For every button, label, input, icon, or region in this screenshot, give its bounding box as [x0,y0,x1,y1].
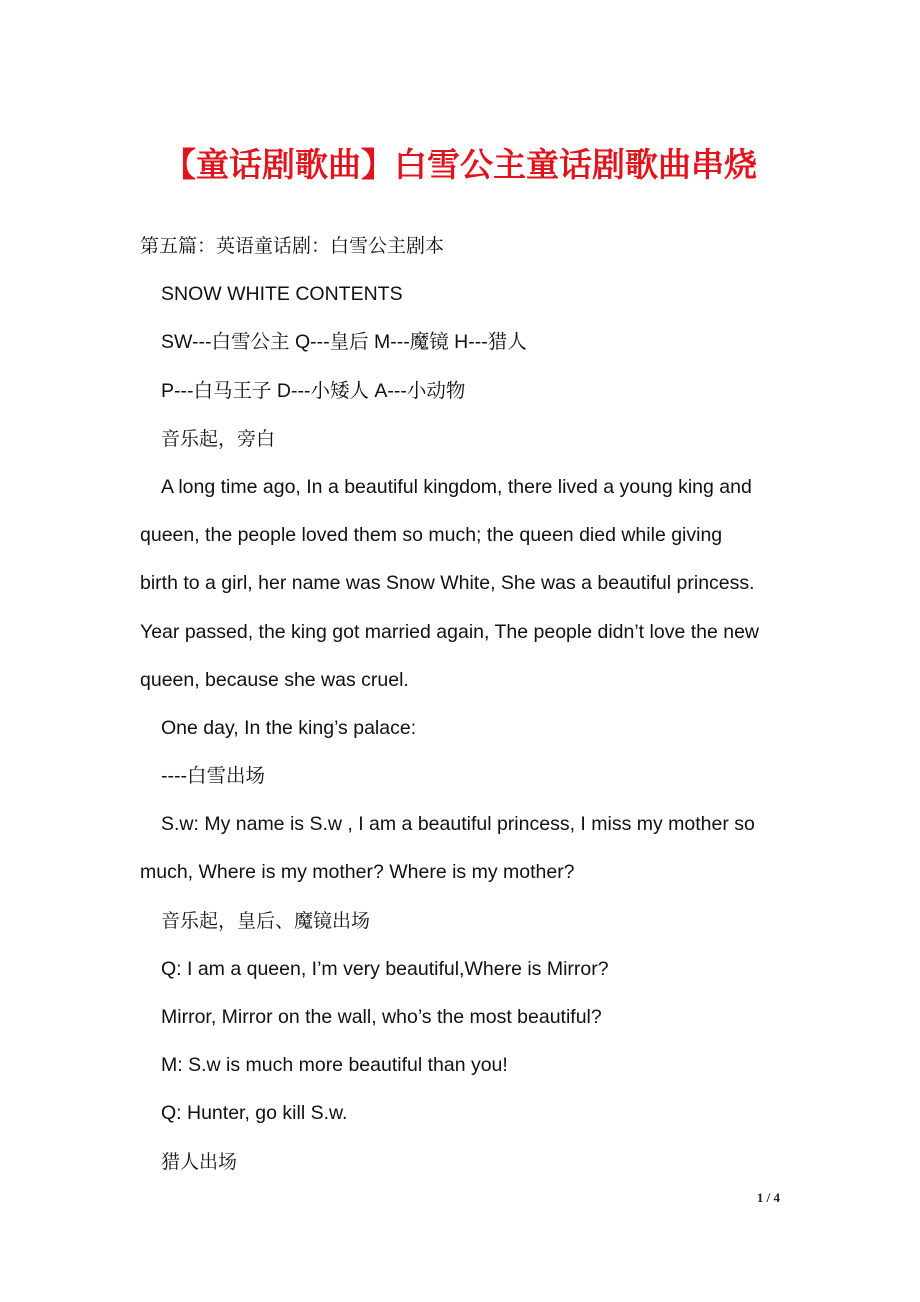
text-line: M: S.w is much more beautiful than you! [161,1054,508,1077]
text-line: 猎人出场 [161,1150,238,1173]
text-line: queen, because she was cruel. [140,668,409,691]
text-line: 第五篇：英语童话剧：白雪公主剧本 [140,235,445,257]
document-title: 【童话剧歌曲】白雪公主童话剧歌曲串烧 [163,145,757,184]
text-line: S.w: My name is S.w , I am a beautiful princess, I miss my mother so [161,813,755,836]
page-number: 1 / 4 [756,1190,780,1205]
text-line: Mirror, Mirror on the wall, who’s the most beautiful? [161,1006,602,1028]
text-line: 音乐起，旁白 [161,427,276,450]
text-line: ----白雪出场 [161,765,265,788]
text-line: One day, In the king’s palace: [161,716,417,739]
text-line: SW---白雪公主 Q---皇后 M---魔镜 H---猎人 [161,331,527,354]
text-line: much, Where is my mother? Where is my mother? [140,861,575,884]
text-line: 音乐起，皇后、魔镜出场 [161,909,371,932]
text-line: SNOW WHITE CONTENTS [161,283,403,306]
text-line: P---白马王子 D---小矮人 A---小动物 [161,379,466,402]
text-line: Q: I am a queen, I’m very beautiful,Where is Mirror? [161,957,609,980]
document-body [140,222,780,1186]
text-line: Year passed, the king got married again, The people didn’t love the new [140,620,760,643]
text-line: Q: Hunter, go kill S.w. [161,1102,348,1125]
text-line: A long time ago, In a beautiful kingdom, there lived a young king and [161,475,752,498]
text-line: birth to a girl, her name was Snow White, She was a beautiful princess. [140,572,755,595]
text-line: queen, the people loved them so much; the queen died while giving [140,524,723,547]
